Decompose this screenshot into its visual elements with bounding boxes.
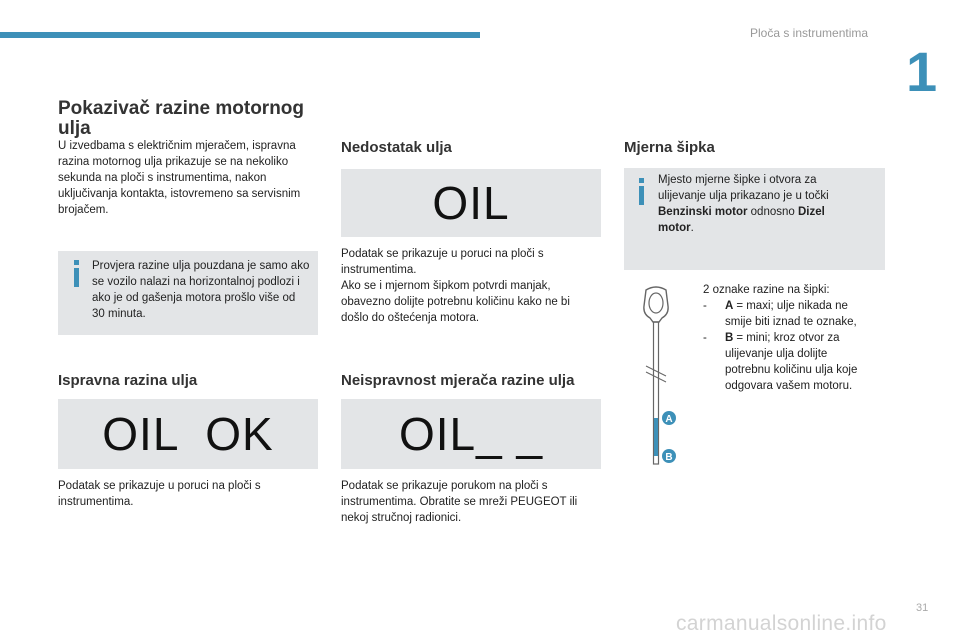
mark-a-item bbox=[703, 298, 873, 330]
dipstick-illustration bbox=[636, 284, 684, 468]
watermark: carmanualsonline.info bbox=[676, 612, 887, 635]
chapter-number: 1 bbox=[906, 40, 938, 103]
list-dash: - bbox=[703, 300, 707, 312]
info-text-right-c: . bbox=[690, 222, 694, 234]
cut-line-1 bbox=[646, 366, 666, 376]
mark-a-text-wrap bbox=[725, 298, 873, 330]
header-bar bbox=[0, 32, 480, 38]
heading-gauge-fault: Neispravnost mjerača razine ulja bbox=[341, 372, 575, 389]
text-correct-level: Podatak se prikazuje u poruci na ploči s instrumentima. bbox=[58, 480, 261, 508]
heading-dipstick: Mjerna šipka bbox=[624, 139, 715, 156]
heading-low-oil: Nedostatak ulja bbox=[341, 139, 452, 156]
info-icon bbox=[74, 268, 79, 287]
display-oil-text: OIL bbox=[432, 177, 510, 229]
text-low-oil-2: Ako se i mjernom šipkom potvrdi manjak, obavezno dolijte potrebnu količinu kako ne bi došlo do oštećenja motora. bbox=[341, 280, 570, 324]
info-icon bbox=[639, 186, 644, 205]
display-oil-ok bbox=[58, 399, 318, 469]
marks-intro: 2 oznake razine na šipki: bbox=[703, 284, 830, 296]
dipstick-handle bbox=[644, 287, 668, 322]
info-text-right bbox=[658, 172, 858, 236]
display-oil-fault-text: OIL_ _ bbox=[398, 408, 544, 460]
running-title: Ploča s instrumentima bbox=[750, 26, 869, 40]
cut-line-2 bbox=[646, 372, 666, 382]
info-box-left bbox=[58, 251, 318, 335]
info-text-right-a: Mjesto mjerne šipke i otvora za ulijevanje ulja prikazano je u točki bbox=[658, 174, 829, 202]
mark-b-text: = mini; kroz otvor za ulijevanje ulja dolijte potrebnu količinu ulja koje odgovara vašem motoru. bbox=[725, 332, 858, 392]
display-oil bbox=[341, 169, 601, 237]
dipstick-marks-list bbox=[703, 282, 873, 394]
mark-a-text: = maxi; ulje nikada ne smije biti iznad te oznake, bbox=[725, 300, 857, 328]
display-oil-fault bbox=[341, 399, 601, 469]
text-low-oil-1: Podatak se prikazuje u poruci na ploči s instrumentima. bbox=[341, 248, 544, 276]
mark-a-badge bbox=[662, 411, 676, 425]
display-oil-ok-text: OIL OK bbox=[102, 408, 274, 460]
mark-b-letter: B bbox=[725, 332, 734, 344]
mark-b-badge bbox=[662, 449, 676, 463]
intro-text: U izvedbama s električnim mjeračem, ispravna razina motornog ulja prikazuje se na nekoliko sekunda na ploči s instrumentima, nakon uključivanja kontakta, istovremeno sa servisnim brojačem. bbox=[58, 140, 301, 216]
page-number: 31 bbox=[916, 602, 929, 614]
info-text-right-b: odnosno bbox=[747, 206, 798, 218]
heading-correct-level: Ispravna razina ulja bbox=[58, 372, 198, 389]
mark-a-badge-label: A bbox=[665, 414, 673, 425]
text-gauge-fault: Podatak se prikazuje porukom na ploči s instrumentima. Obratite se mreži PEUGEOT ili nekoj stručnoj radionici. bbox=[341, 480, 578, 524]
mark-a-letter: A bbox=[725, 300, 734, 312]
mark-b-item bbox=[703, 330, 873, 394]
link-petrol-engine: Benzinski motor bbox=[658, 206, 748, 218]
mark-b-text-wrap bbox=[725, 330, 873, 394]
mark-b-badge-label: B bbox=[665, 452, 673, 463]
page-title: Pokazivač razine motornog ulja bbox=[58, 98, 305, 139]
link-diesel-engine: Dizel motor bbox=[658, 206, 825, 234]
info-text-left: Provjera razine ulja pouzdana je samo ako se vozilo nalazi na horizontalnoj podlozi i ako je od gašenja motora prošlo više od 30 minuta. bbox=[92, 260, 310, 320]
info-box-right bbox=[624, 168, 885, 270]
list-dash: - bbox=[703, 332, 707, 344]
